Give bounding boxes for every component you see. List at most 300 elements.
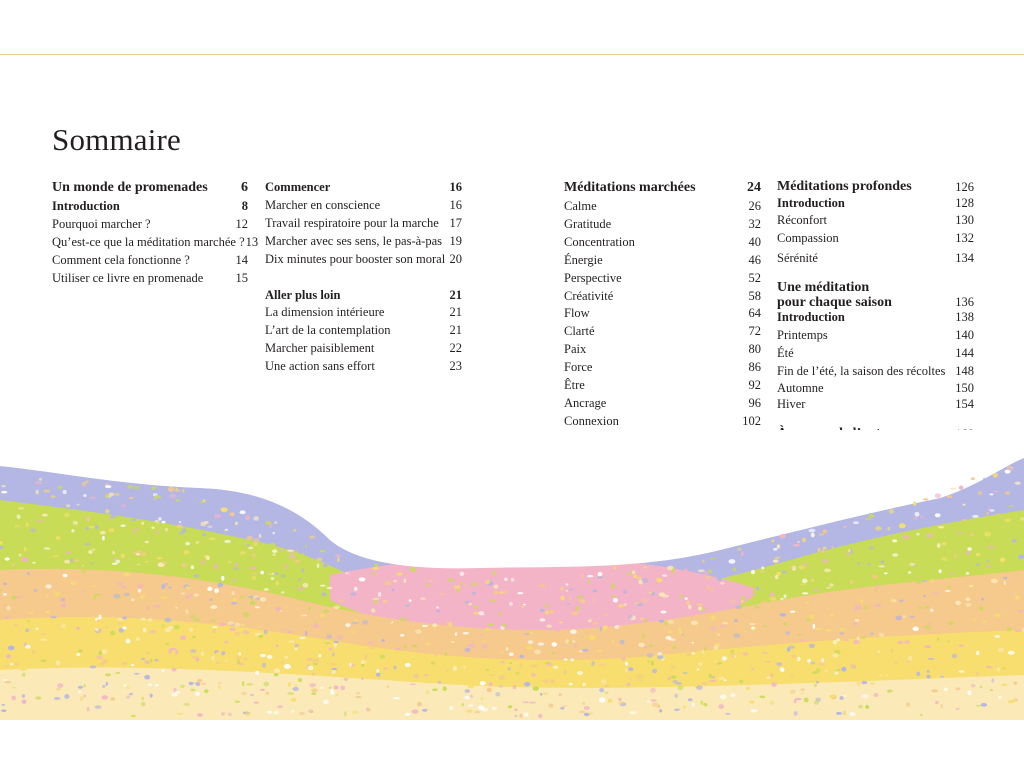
flower-speck (83, 695, 86, 698)
toc-entry[interactable] (265, 179, 462, 197)
flower-speck (647, 700, 651, 702)
flower-speck (564, 670, 567, 675)
toc-entry-label: Qu’est-ce que la méditation marchée ? (52, 234, 245, 249)
toc-entry-page: 102 (742, 413, 761, 428)
flower-speck (46, 611, 50, 614)
flower-speck (421, 612, 424, 616)
flower-speck (100, 531, 106, 535)
flower-speck (154, 495, 161, 499)
flower-speck (599, 664, 605, 666)
flower-speck (957, 532, 963, 534)
flower-speck (618, 701, 623, 705)
flower-speck (138, 589, 142, 593)
flower-speck (678, 710, 682, 713)
flower-speck (455, 632, 458, 636)
toc-entry[interactable] (564, 359, 761, 377)
flower-speck (608, 691, 615, 693)
toc-entry[interactable] (265, 233, 462, 251)
flower-speck (206, 565, 210, 569)
toc-entry[interactable] (52, 252, 248, 270)
flower-speck (964, 653, 967, 655)
flower-speck (625, 662, 628, 666)
flower-speck (143, 593, 146, 598)
flower-speck (572, 621, 576, 624)
flower-speck (96, 656, 103, 660)
flower-speck (106, 682, 109, 686)
flower-speck (234, 623, 240, 627)
flower-speck (51, 495, 56, 498)
flower-speck (124, 593, 130, 597)
flower-speck (95, 525, 98, 529)
flower-speck (42, 514, 48, 517)
flower-speck (892, 539, 897, 542)
flower-speck (583, 702, 585, 705)
flower-speck (426, 584, 430, 587)
flower-speck (219, 623, 226, 626)
flower-speck (538, 642, 544, 645)
toc-entry[interactable] (564, 377, 761, 395)
flower-speck (671, 665, 675, 668)
flower-speck (638, 643, 645, 648)
toc-entry[interactable] (52, 234, 259, 252)
flower-speck (61, 598, 65, 602)
flower-speck (966, 551, 970, 555)
toc-entry[interactable] (564, 323, 761, 341)
toc-entry[interactable] (265, 358, 462, 376)
flower-speck (666, 636, 672, 640)
flower-speck (40, 633, 46, 635)
flower-speck (27, 572, 30, 575)
flower-speck (582, 683, 585, 687)
flower-speck (92, 549, 96, 551)
flower-speck (154, 605, 161, 607)
toc-entry[interactable] (52, 216, 248, 234)
flower-speck (158, 517, 161, 520)
flower-speck (797, 657, 800, 661)
flower-speck (97, 620, 100, 622)
flower-speck (209, 538, 216, 540)
flower-speck (471, 592, 476, 595)
toc-header-page: 136 (955, 294, 974, 309)
flower-speck (146, 606, 149, 609)
toc-entry[interactable] (777, 196, 974, 210)
flower-speck (492, 707, 497, 710)
flower-speck (741, 551, 744, 555)
flower-speck (475, 711, 480, 713)
flower-speck (161, 596, 168, 599)
flower-speck (349, 663, 351, 667)
toc-entry[interactable] (777, 345, 974, 363)
flower-speck (822, 559, 827, 563)
toc-entry-label: Été (777, 345, 794, 360)
flower-speck (990, 493, 994, 495)
flower-speck (959, 645, 964, 647)
flower-speck (162, 584, 166, 589)
flower-speck (850, 712, 856, 716)
flower-speck (731, 650, 735, 654)
toc-entry-page: 96 (748, 395, 761, 410)
flower-speck (692, 642, 695, 644)
flower-speck (668, 677, 671, 681)
flower-speck (248, 596, 253, 598)
flower-speck (642, 578, 649, 583)
toc-entry[interactable] (564, 288, 761, 306)
flower-speck (553, 666, 558, 669)
flower-speck (10, 663, 13, 665)
flower-speck (783, 622, 787, 626)
flower-speck (338, 665, 345, 669)
flower-speck (35, 481, 42, 484)
flower-speck (979, 686, 982, 689)
flower-speck (50, 616, 57, 618)
flower-speck (826, 587, 831, 589)
toc-entry[interactable] (564, 341, 761, 359)
flower-speck (790, 690, 796, 694)
flower-speck (284, 606, 286, 609)
flower-speck (979, 607, 983, 611)
flower-speck (340, 700, 344, 704)
flower-speck (942, 557, 948, 561)
flower-speck (819, 533, 825, 535)
toc-column-1 (52, 179, 259, 288)
flower-speck (291, 698, 297, 702)
flower-speck (495, 692, 500, 697)
flower-speck (713, 645, 718, 650)
flower-speck (657, 655, 664, 659)
flower-speck (879, 633, 885, 637)
flower-speck (177, 524, 182, 528)
toc-header-page: 126 (955, 180, 974, 194)
flower-speck (211, 656, 215, 660)
flower-speck (311, 688, 318, 692)
toc-entry[interactable] (564, 252, 761, 270)
flower-speck (148, 618, 153, 622)
flower-speck (320, 710, 326, 713)
toc-section-header[interactable] (777, 179, 974, 195)
flower-speck (56, 688, 62, 690)
flower-speck (591, 608, 596, 611)
flower-speck (315, 622, 319, 624)
toc-entry[interactable] (265, 287, 462, 305)
flower-speck (276, 645, 279, 648)
flower-speck (940, 676, 944, 678)
flower-speck (214, 547, 218, 549)
flower-speck (410, 567, 416, 571)
flower-speck (384, 581, 391, 585)
flower-speck (955, 687, 960, 690)
flower-speck (983, 478, 986, 482)
flower-speck (478, 634, 482, 636)
flower-speck (833, 640, 838, 644)
flower-speck (246, 536, 253, 540)
flower-speck (465, 648, 471, 653)
flower-speck (752, 589, 759, 594)
flower-speck (913, 501, 916, 506)
flower-speck (771, 682, 777, 687)
toc-entry[interactable] (52, 270, 248, 288)
toc-section-header[interactable] (564, 179, 761, 197)
flower-speck (593, 598, 596, 603)
flower-speck (560, 586, 563, 590)
flower-speck (102, 695, 109, 699)
flower-speck (49, 593, 54, 595)
toc-section-header[interactable] (52, 179, 248, 197)
flower-speck (291, 532, 298, 536)
flower-speck (889, 691, 893, 693)
toc-entry[interactable] (564, 234, 761, 252)
toc-entry-page: 17 (449, 215, 462, 230)
flower-speck (57, 683, 63, 688)
flower-speck (780, 598, 784, 600)
toc-entry[interactable] (777, 396, 974, 412)
flower-speck (121, 499, 125, 501)
flower-speck (277, 600, 282, 604)
flower-speck (242, 681, 245, 686)
flower-speck (51, 562, 56, 567)
flower-speck (450, 706, 453, 710)
flower-speck (836, 712, 842, 715)
flower-speck (910, 691, 914, 694)
toc-entry[interactable] (777, 230, 974, 248)
toc-entry[interactable] (564, 216, 761, 234)
flower-speck (405, 663, 411, 667)
toc-entry-page: 23 (449, 359, 462, 374)
flower-speck (85, 543, 91, 546)
flower-speck (388, 619, 392, 623)
flower-speck (35, 696, 41, 699)
toc-entry[interactable] (777, 327, 974, 345)
flower-speck (685, 597, 688, 599)
flower-speck (207, 587, 212, 591)
toc-entry[interactable] (265, 215, 462, 233)
flower-speck (202, 533, 206, 536)
flower-speck (243, 630, 249, 634)
flower-speck (534, 650, 541, 655)
flower-speck (371, 608, 375, 612)
flower-speck (323, 699, 329, 704)
flower-speck (218, 583, 224, 587)
flower-speck (863, 606, 868, 610)
flower-speck (484, 610, 489, 614)
flower-speck (294, 644, 299, 647)
flower-speck (560, 596, 564, 601)
flower-speck (305, 631, 308, 636)
flower-speck (245, 711, 251, 716)
flower-speck (110, 515, 117, 519)
flower-speck (548, 620, 552, 622)
flower-speck (926, 533, 933, 537)
flower-speck (146, 652, 150, 655)
flower-speck (234, 632, 240, 636)
flower-speck (710, 680, 717, 683)
flower-speck (335, 554, 341, 557)
flower-speck (541, 581, 547, 585)
flower-speck (717, 662, 722, 665)
flower-speck (976, 563, 980, 566)
flower-speck (649, 591, 652, 594)
flower-speck (175, 572, 180, 576)
flower-speck (947, 586, 953, 588)
toc-entry-label: Automne (777, 381, 824, 396)
flower-speck (814, 589, 818, 592)
flower-speck (134, 562, 139, 565)
toc-entry[interactable] (777, 363, 974, 381)
flower-speck (214, 588, 219, 593)
flower-speck (643, 646, 649, 648)
toc-entry-label: Réconfort (777, 213, 827, 227)
flower-speck (468, 685, 474, 688)
flower-speck (281, 661, 284, 665)
toc-entry[interactable] (564, 270, 761, 288)
toc-entry[interactable] (564, 198, 761, 216)
flower-speck (889, 509, 894, 514)
flower-speck (790, 566, 795, 569)
flower-speck (637, 577, 641, 579)
flower-speck (58, 486, 63, 490)
toc-entry-label: Concentration (564, 234, 635, 249)
toc-entry[interactable] (265, 322, 462, 340)
flower-speck (270, 543, 275, 547)
flower-speck (770, 673, 774, 678)
toc-entry[interactable] (265, 340, 462, 358)
flower-speck (81, 570, 85, 573)
flower-speck (372, 567, 379, 570)
flower-speck (63, 479, 67, 484)
flower-speck (4, 681, 11, 684)
flower-speck (559, 617, 562, 621)
flower-speck (775, 575, 779, 579)
flower-speck (737, 548, 741, 551)
flower-speck (24, 547, 27, 552)
flower-speck (579, 711, 586, 714)
flower-speck (126, 639, 131, 644)
flower-speck (618, 604, 624, 607)
flower-speck (793, 544, 800, 547)
flower-speck (1, 485, 6, 487)
flower-speck (835, 555, 838, 559)
flower-speck (865, 518, 872, 520)
flower-speck (6, 606, 10, 611)
flower-speck (308, 666, 313, 671)
flower-speck (90, 497, 96, 499)
flower-speck (362, 620, 368, 625)
toc-entry-page: 140 (955, 327, 974, 342)
toc-entry[interactable] (564, 305, 761, 323)
toc-entry[interactable] (265, 197, 462, 215)
flower-speck (235, 522, 238, 526)
flower-speck (857, 681, 862, 686)
flower-speck (131, 664, 134, 666)
flower-speck (751, 668, 755, 670)
flower-speck (925, 606, 929, 609)
toc-entry[interactable] (52, 198, 248, 216)
toc-entry[interactable] (777, 310, 974, 324)
flower-speck (811, 662, 815, 665)
flower-speck (862, 681, 868, 684)
flower-speck (106, 627, 108, 629)
flower-speck (405, 713, 410, 716)
flower-speck (85, 527, 89, 529)
flower-speck (987, 545, 994, 549)
flower-speck (420, 597, 425, 600)
flower-speck (667, 620, 674, 624)
flower-speck (301, 605, 304, 609)
toc-entry[interactable] (777, 380, 974, 396)
flower-speck (325, 617, 329, 622)
flower-speck (426, 642, 430, 645)
toc-entry[interactable] (265, 251, 462, 269)
flower-speck (144, 660, 149, 664)
toc-entry[interactable] (777, 250, 974, 268)
flower-speck (552, 642, 558, 646)
flower-speck (700, 700, 703, 704)
flower-speck (499, 591, 504, 594)
flower-speck (710, 557, 717, 559)
flower-speck (298, 587, 304, 591)
flower-speck (913, 517, 918, 519)
flower-speck (659, 620, 664, 623)
flower-speck (693, 671, 700, 674)
flower-speck (151, 526, 154, 529)
flower-speck (784, 594, 787, 598)
flower-speck (823, 530, 828, 534)
flower-speck (255, 597, 260, 600)
flower-speck (879, 675, 882, 677)
flower-speck (320, 585, 326, 587)
toc-entry[interactable] (777, 212, 974, 230)
toc-entry[interactable] (564, 413, 761, 431)
flower-speck (473, 606, 479, 609)
flower-speck (698, 662, 703, 665)
flower-speck (255, 606, 260, 608)
flower-speck (99, 615, 102, 620)
flower-speck (5, 665, 11, 667)
flower-speck (204, 689, 209, 693)
flower-speck (333, 641, 338, 643)
flower-speck (136, 553, 140, 555)
flower-speck (446, 669, 448, 672)
flower-speck (246, 683, 253, 685)
flower-speck (916, 672, 920, 677)
flower-speck (971, 684, 976, 688)
flower-speck (141, 552, 146, 556)
flower-speck (381, 639, 385, 642)
toc-entry-page: 64 (748, 306, 761, 321)
flower-speck (916, 533, 919, 536)
flower-speck (824, 669, 828, 672)
flower-speck (868, 514, 874, 517)
toc-section-header[interactable] (777, 280, 974, 310)
flower-speck (322, 592, 326, 596)
flower-speck (558, 622, 563, 624)
flower-speck (853, 640, 860, 645)
flower-speck (937, 638, 939, 641)
flower-speck (485, 669, 489, 671)
flower-speck (501, 651, 504, 654)
flower-speck (432, 623, 437, 627)
flower-speck (287, 550, 294, 552)
flower-speck (383, 668, 387, 670)
flower-speck (267, 711, 272, 714)
flower-speck (570, 659, 574, 661)
toc-entry[interactable] (564, 395, 761, 413)
flower-speck (813, 624, 816, 629)
flower-speck (759, 696, 765, 699)
flower-speck (361, 678, 364, 681)
flower-speck (1005, 491, 1010, 494)
toc-entry[interactable] (265, 304, 462, 322)
flower-speck (545, 605, 549, 609)
